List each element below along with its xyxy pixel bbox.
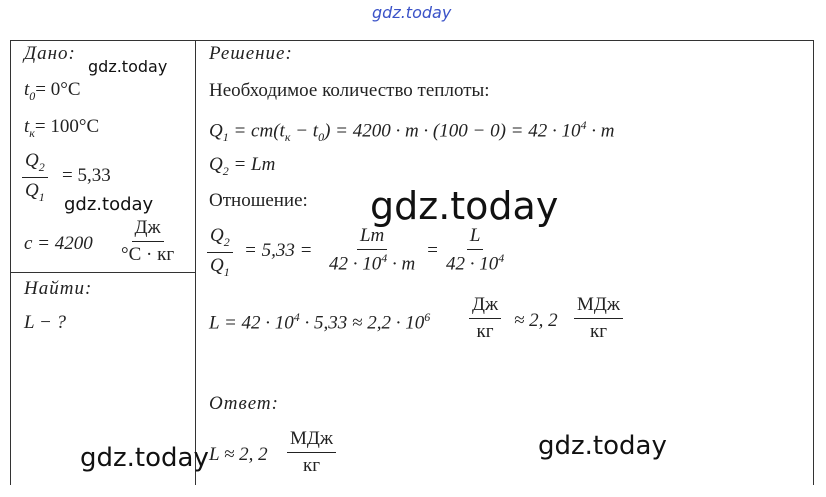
solution-q2-equation: $Q_2 = Lm$ [209,154,276,178]
given-c: c = 4200 [24,233,93,254]
answer-unit: МДж кг [287,428,336,477]
given-q-ratio: $\frac{Q_2}{Q_1}$ [22,150,48,204]
given-tk: $t_к= 100^\circ C$ [24,116,100,140]
table-right-border [813,40,814,485]
given-c-unit: Дж °C · кг [121,217,175,265]
watermark-given-mid: gdz.today [64,194,154,215]
answer-equation: L ≈ 2, 2 [209,444,268,465]
solution-l-equation: $L = 42 \cdot 10^4 \cdot 5,33 \approx 2,2 \cdot 10^6$ [209,310,431,334]
solution-ratio-eq1: = 5,33 = [244,240,313,261]
find-header: Найти: [24,278,93,299]
given-find-divider [10,272,196,273]
watermark-given-side: gdz.today [88,57,168,76]
solution-l-approx: ≈ 2, 2 [514,310,558,331]
solution-q-ratio: $\frac{Q_2}{Q_1}$ [207,225,233,279]
given-ratio-value: = 5,33 [62,165,111,186]
solution-heat-label: Необходимое количество теплоты: [209,80,490,101]
watermark-bottom-right: gdz.today [538,431,667,461]
solution-ratio-eq2: = [426,240,439,261]
solution-q1-equation: $Q_1 = cm(t_к - t_0) = 4200 \cdot m \cdot (100 - 0) = 42 \cdot 10^4 \cdot m$ [209,118,615,145]
answer-header: Ответ: [209,393,279,414]
solution-ratio-frac2: $\frac{Lm}{42 \cdot 10^4 \cdot m}$ [329,225,416,275]
given-header: Дано: [24,43,76,64]
solution-header: Решение: [209,43,293,64]
solution-ratio-frac3: $\frac{L}{42 \cdot 10^4}$ [446,225,505,275]
watermark-bottom-left: gdz.today [80,443,209,473]
given-t0: $t_0= 0^\circ C$ [24,79,81,103]
table-left-border [10,40,11,485]
solution-ratio-label: Отношение: [209,190,308,211]
watermark-top: gdz.today [372,3,452,22]
solution-l-unit1: Дж кг [469,294,501,343]
table-top-border [10,40,814,41]
solution-l-unit2: МДж кг [574,294,623,343]
watermark-center: gdz.today [370,184,559,228]
find-item: L − ? [24,312,67,333]
table-column-divider [195,40,196,485]
